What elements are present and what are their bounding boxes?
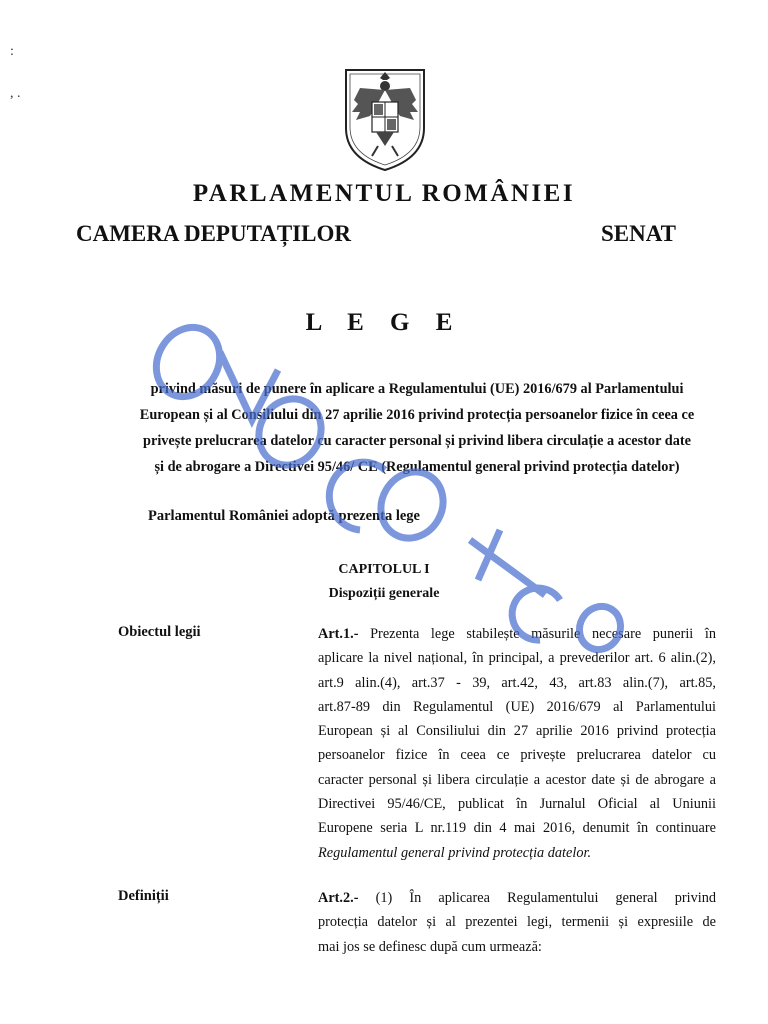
article-side-title: Definiții xyxy=(118,888,169,904)
article-line: art.87-89 din Regulamentul (UE) 2016/679 al Parlamentului xyxy=(318,698,716,715)
article-2 xyxy=(318,886,716,959)
subject-line: privind măsuri de punere în aplicare a Regulamentului (UE) 2016/679 al Parlamentului xyxy=(150,381,684,397)
article-line: Regulamentul general privind protecția datelor. xyxy=(318,844,592,861)
chamber-senate: SENAT xyxy=(601,221,676,246)
subject-line: și de abrogare a Directivei 95/46/ CE (Regulamentul general privind protecția datelor) xyxy=(154,459,680,475)
article-number: Art.1.- xyxy=(318,626,359,642)
subject-line: European și al Consiliului din 27 aprilie 2016 privind protecția persoanelor fizice în ceea ce xyxy=(139,407,695,423)
article-number: Art.2.- xyxy=(318,890,359,906)
article-line: persoanelor fizice în ceea ce privește prelucrarea datelor cu xyxy=(318,747,716,764)
margin-mark: , . xyxy=(10,86,21,101)
article-line: Directivei 95/46/CE, publicat în Jurnalul Oficial al Uniunii xyxy=(318,796,716,813)
article-1 xyxy=(318,622,716,865)
document-type: L E G E xyxy=(305,309,463,336)
coat-of-arms-icon xyxy=(340,66,430,172)
margin-mark: : xyxy=(10,44,14,59)
adoption-statement: Parlamentul României adoptă prezenta lege xyxy=(148,508,420,524)
article-line xyxy=(318,622,716,646)
chapter-heading xyxy=(0,558,768,606)
article-line xyxy=(318,886,716,910)
article-line: European și al Consiliului din 27 aprilie 2016 privind protecția xyxy=(318,723,716,740)
article-line: caracter personal și libera circulație a acestor date și de abrogare a xyxy=(318,771,716,788)
article-line: protecția datelor și al prezentei legi, termenii și expresiile de xyxy=(318,914,716,931)
article-line: Europene seria L nr.119 din 4 mai 2016, denumit în continuare xyxy=(318,820,716,837)
article-line-text: (1) În aplicarea Regulamentului general privind xyxy=(375,890,716,906)
chapter-number: CAPITOLUL I xyxy=(338,562,430,577)
article-line: art.9 alin.(4), art.37 - 39, art.42, 43, art.83 alin.(7), art.85, xyxy=(318,674,716,691)
article-line-text: Prezenta lege stabilește măsurile necesare punerii în xyxy=(370,626,716,642)
article-line: aplicare la nivel național, în principal, a prevederilor art. 6 alin.(2), xyxy=(318,650,716,667)
institution-title: PARLAMENTUL ROMÂNIEI xyxy=(192,180,576,207)
article-line: mai jos se definesc după cum urmează: xyxy=(318,938,542,955)
chapter-title: Dispoziții generale xyxy=(328,586,440,601)
subject-line: privește prelucrarea datelor cu caracter personal și privind libera circulație a acestor date xyxy=(143,433,691,449)
article-side-title: Obiectul legii xyxy=(118,624,201,640)
law-subject xyxy=(112,376,722,480)
chamber-deputies: CAMERA DEPUTAȚILOR xyxy=(76,221,351,246)
